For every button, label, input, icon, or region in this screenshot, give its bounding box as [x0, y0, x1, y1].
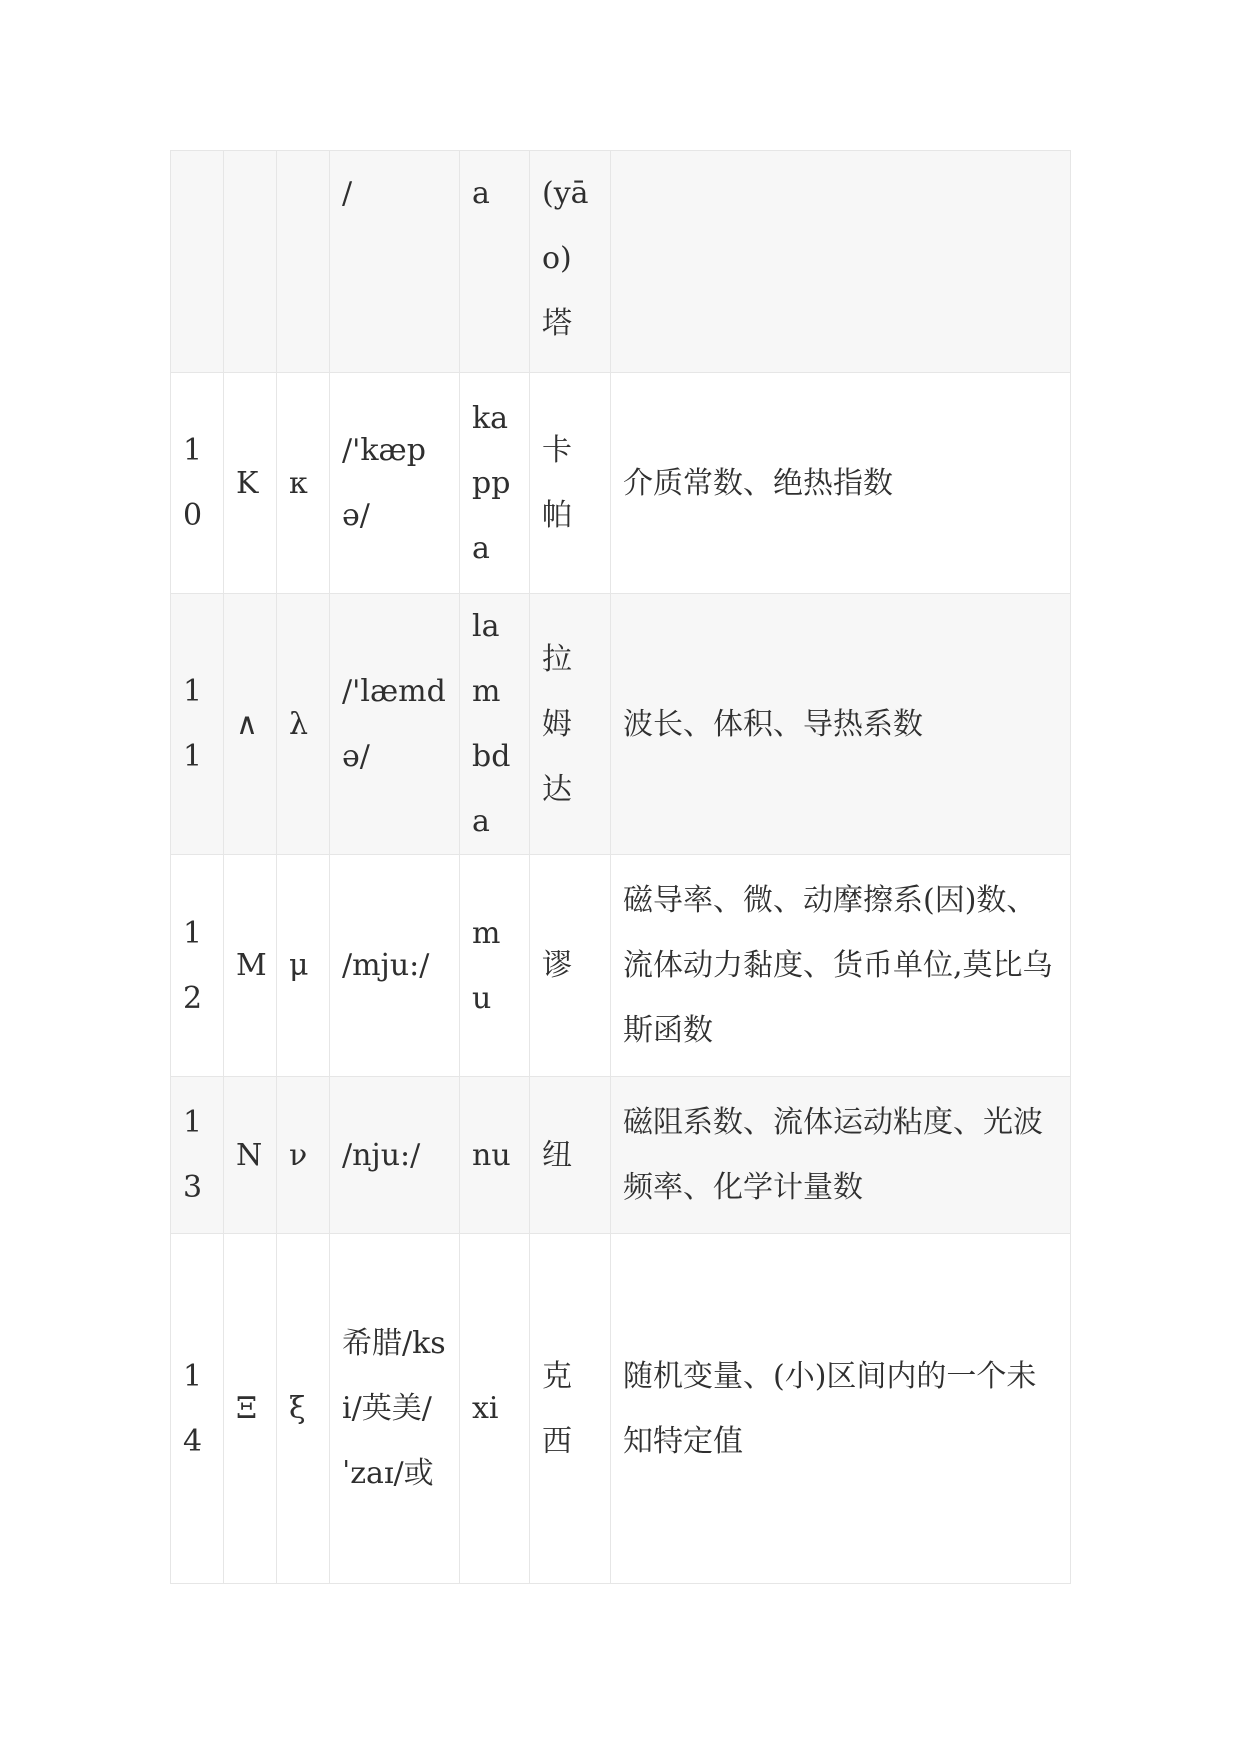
number-cell: [171, 151, 224, 373]
table-row: [171, 855, 1071, 1077]
english-name-cell: mu: [460, 855, 530, 1077]
table-row: [171, 373, 1071, 594]
lowercase-cell: ν: [277, 1077, 330, 1234]
number-cell: 12: [171, 855, 224, 1077]
chinese-name-cell: 拉姆达: [530, 594, 611, 855]
pronunciation-cell: /'kæpə/: [330, 373, 460, 594]
pronunciation-cell: 希腊/ksi/英美/ˈzaɪ/或: [330, 1234, 460, 1584]
number-cell: 13: [171, 1077, 224, 1234]
pronunciation-cell: /'læmdə/: [330, 594, 460, 855]
chinese-name-cell: 克西: [530, 1234, 611, 1584]
usage-cell: 介质常数、绝热指数: [611, 373, 1071, 594]
english-name-cell: nu: [460, 1077, 530, 1234]
usage-cell: 磁导率、微、动摩擦系(因)数、流体动力黏度、货币单位,莫比乌斯函数: [611, 855, 1071, 1077]
uppercase-cell: ∧: [224, 594, 277, 855]
pronunciation-cell: /mju:/: [330, 855, 460, 1077]
english-name-cell: xi: [460, 1234, 530, 1584]
usage-cell: 随机变量、(小)区间内的一个未知特定值: [611, 1234, 1071, 1584]
table-row: [171, 1077, 1071, 1234]
number-cell: 14: [171, 1234, 224, 1584]
table-row: [171, 1234, 1071, 1584]
lowercase-cell: μ: [277, 855, 330, 1077]
pronunciation-cell: /: [330, 151, 460, 373]
uppercase-cell: Ξ: [224, 1234, 277, 1584]
pronunciation-cell: /nju:/: [330, 1077, 460, 1234]
lowercase-cell: [277, 151, 330, 373]
usage-cell: [611, 151, 1071, 373]
uppercase-cell: Κ: [224, 373, 277, 594]
uppercase-cell: Ν: [224, 1077, 277, 1234]
table-row: [171, 151, 1071, 373]
greek-alphabet-table: [170, 150, 1071, 1584]
chinese-name-cell: 谬: [530, 855, 611, 1077]
lowercase-cell: ξ: [277, 1234, 330, 1584]
uppercase-cell: Μ: [224, 855, 277, 1077]
number-cell: 11: [171, 594, 224, 855]
english-name-cell: lambda: [460, 594, 530, 855]
chinese-name-cell: 卡帕: [530, 373, 611, 594]
uppercase-cell: [224, 151, 277, 373]
english-name-cell: kappa: [460, 373, 530, 594]
english-name-cell: a: [460, 151, 530, 373]
chinese-name-cell: 纽: [530, 1077, 611, 1234]
lowercase-cell: κ: [277, 373, 330, 594]
usage-cell: 磁阻系数、流体运动粘度、光波频率、化学计量数: [611, 1077, 1071, 1234]
chinese-name-cell: (yāo)塔: [530, 151, 611, 373]
usage-cell: 波长、体积、导热系数: [611, 594, 1071, 855]
lowercase-cell: λ: [277, 594, 330, 855]
table-row: [171, 594, 1071, 855]
number-cell: 10: [171, 373, 224, 594]
